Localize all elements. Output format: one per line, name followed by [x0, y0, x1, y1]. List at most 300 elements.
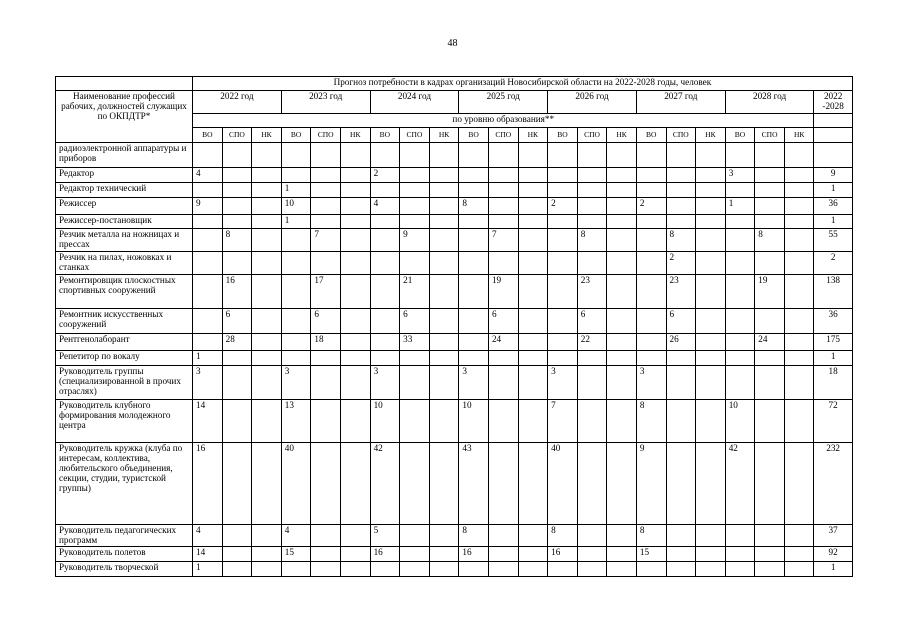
value-cell	[725, 275, 755, 309]
value-cell	[340, 309, 370, 334]
value-cell	[696, 525, 726, 547]
value-cell	[518, 252, 548, 275]
value-cell	[400, 547, 430, 562]
total-cell	[814, 143, 852, 168]
value-cell	[725, 351, 755, 366]
value-cell: 28	[222, 334, 252, 351]
value-cell: 6	[488, 309, 518, 334]
value-cell	[400, 525, 430, 547]
value-cell	[429, 198, 459, 215]
value-cell: 16	[548, 547, 578, 562]
value-cell	[311, 252, 341, 275]
value-cell: 8	[459, 525, 489, 547]
value-cell	[666, 525, 696, 547]
value-cell	[400, 443, 430, 525]
table-row	[56, 309, 853, 334]
value-cell: 3	[193, 366, 223, 400]
year-header: 2025 год	[459, 91, 548, 114]
value-cell: 16	[370, 547, 400, 562]
value-cell	[696, 275, 726, 309]
value-cell	[488, 547, 518, 562]
value-cell	[636, 252, 666, 275]
profession-name-cell: Руководитель клубного формирования молодежного центра	[56, 400, 193, 443]
year-header: 2022 год	[193, 91, 282, 114]
value-cell	[222, 252, 252, 275]
value-cell	[429, 252, 459, 275]
profession-name-cell: Репетитор по вокалу	[56, 351, 193, 366]
value-cell	[281, 275, 311, 309]
value-cell	[281, 168, 311, 183]
value-cell	[696, 168, 726, 183]
value-cell	[696, 562, 726, 577]
value-cell	[548, 309, 578, 334]
value-cell	[784, 168, 814, 183]
value-cell: 18	[311, 334, 341, 351]
value-cell	[696, 143, 726, 168]
value-cell	[370, 215, 400, 229]
value-cell	[636, 168, 666, 183]
value-cell	[518, 309, 548, 334]
value-cell	[252, 275, 282, 309]
value-cell	[577, 168, 607, 183]
level-header: НК	[518, 128, 548, 143]
value-cell: 6	[311, 309, 341, 334]
value-cell	[755, 547, 785, 562]
value-cell: 23	[666, 275, 696, 309]
level-header: СПО	[488, 128, 518, 143]
value-cell	[281, 351, 311, 366]
value-cell: 1	[193, 351, 223, 366]
value-cell	[400, 168, 430, 183]
value-cell: 8	[636, 525, 666, 547]
value-cell	[429, 562, 459, 577]
forecast-title: Прогноз потребности в кадрах организаций Новосибирской области на 2022-2028 годы, человек	[193, 77, 853, 91]
value-cell	[518, 334, 548, 351]
year-header: 2028 год	[725, 91, 814, 114]
total-cell: 37	[814, 525, 852, 547]
value-cell	[636, 562, 666, 577]
value-cell	[696, 309, 726, 334]
value-cell: 17	[311, 275, 341, 309]
profession-name-cell: радиоэлектронной аппаратуры и приборов	[56, 143, 193, 168]
value-cell	[607, 183, 637, 198]
value-cell: 4	[193, 168, 223, 183]
value-cell: 9	[400, 229, 430, 252]
value-cell	[193, 309, 223, 334]
value-cell	[696, 252, 726, 275]
value-cell: 9	[193, 198, 223, 215]
value-cell	[340, 547, 370, 562]
value-cell	[755, 309, 785, 334]
value-cell	[429, 547, 459, 562]
total-cell: 1	[814, 351, 852, 366]
header-empty-cell	[56, 77, 193, 91]
year-header: 2024 год	[370, 91, 459, 114]
value-cell	[370, 229, 400, 252]
total-header-empty-cell	[814, 114, 852, 128]
value-cell	[666, 215, 696, 229]
value-cell	[400, 351, 430, 366]
value-cell	[784, 547, 814, 562]
value-cell: 10	[459, 400, 489, 443]
value-cell	[725, 547, 755, 562]
value-cell	[577, 525, 607, 547]
value-cell	[784, 351, 814, 366]
value-cell	[488, 168, 518, 183]
value-cell	[666, 400, 696, 443]
value-cell	[548, 168, 578, 183]
value-cell: 24	[488, 334, 518, 351]
table-row	[56, 229, 853, 252]
value-cell	[340, 168, 370, 183]
value-cell: 16	[193, 443, 223, 525]
value-cell	[636, 351, 666, 366]
value-cell	[666, 443, 696, 525]
value-cell: 2	[370, 168, 400, 183]
table-row	[56, 366, 853, 400]
value-cell	[340, 229, 370, 252]
profession-name-cell: Режиссер	[56, 198, 193, 215]
value-cell: 24	[755, 334, 785, 351]
value-cell: 1	[281, 183, 311, 198]
value-cell	[252, 547, 282, 562]
level-header: ВО	[548, 128, 578, 143]
value-cell: 16	[459, 547, 489, 562]
value-cell: 19	[755, 275, 785, 309]
value-cell	[429, 334, 459, 351]
value-cell	[784, 309, 814, 334]
value-cell	[252, 183, 282, 198]
value-cell	[252, 351, 282, 366]
value-cell: 26	[666, 334, 696, 351]
value-cell	[370, 562, 400, 577]
total-cell: 9	[814, 168, 852, 183]
value-cell	[370, 275, 400, 309]
total-cell: 72	[814, 400, 852, 443]
value-cell: 4	[370, 198, 400, 215]
value-cell: 8	[636, 400, 666, 443]
value-cell	[281, 309, 311, 334]
table-row	[56, 562, 853, 577]
table-row	[56, 215, 853, 229]
value-cell	[577, 400, 607, 443]
value-cell: 1	[725, 198, 755, 215]
value-cell	[340, 351, 370, 366]
value-cell	[636, 334, 666, 351]
value-cell: 4	[281, 525, 311, 547]
value-cell: 6	[577, 309, 607, 334]
value-cell	[429, 183, 459, 198]
value-cell	[548, 215, 578, 229]
value-cell	[459, 252, 489, 275]
value-cell: 2	[636, 198, 666, 215]
header-row-years	[56, 91, 853, 114]
value-cell	[459, 143, 489, 168]
value-cell	[518, 366, 548, 400]
profession-name-cell: Руководитель педагогических программ	[56, 525, 193, 547]
value-cell	[725, 143, 755, 168]
value-cell	[429, 309, 459, 334]
value-cell: 43	[459, 443, 489, 525]
value-cell	[725, 366, 755, 400]
value-cell	[311, 366, 341, 400]
value-cell	[725, 229, 755, 252]
value-cell	[666, 168, 696, 183]
value-cell	[340, 562, 370, 577]
total-cell: 36	[814, 309, 852, 334]
value-cell: 6	[400, 309, 430, 334]
value-cell	[488, 183, 518, 198]
table-row	[56, 198, 853, 215]
level-header: НК	[784, 128, 814, 143]
value-cell	[340, 143, 370, 168]
value-cell	[784, 229, 814, 252]
value-cell	[193, 143, 223, 168]
value-cell	[459, 351, 489, 366]
value-cell	[577, 562, 607, 577]
value-cell	[518, 198, 548, 215]
value-cell	[577, 215, 607, 229]
value-cell: 3	[459, 366, 489, 400]
value-cell	[607, 547, 637, 562]
value-cell	[666, 547, 696, 562]
value-cell	[488, 562, 518, 577]
value-cell	[252, 525, 282, 547]
value-cell	[281, 562, 311, 577]
name-column-header: Наименование профессий рабочих, должностей служащих по ОКПДТР*	[56, 91, 193, 143]
level-header: СПО	[666, 128, 696, 143]
value-cell: 2	[548, 198, 578, 215]
value-cell	[666, 351, 696, 366]
value-cell	[252, 215, 282, 229]
level-header: ВО	[725, 128, 755, 143]
value-cell: 8	[222, 229, 252, 252]
value-cell	[252, 229, 282, 252]
value-cell	[222, 562, 252, 577]
level-header: ВО	[193, 128, 223, 143]
total-cell: 92	[814, 547, 852, 562]
value-cell	[784, 562, 814, 577]
value-cell	[755, 168, 785, 183]
value-cell	[429, 525, 459, 547]
value-cell	[518, 443, 548, 525]
value-cell: 42	[370, 443, 400, 525]
value-cell: 7	[548, 400, 578, 443]
value-cell	[193, 334, 223, 351]
profession-name-cell: Руководитель полетов	[56, 547, 193, 562]
value-cell: 40	[548, 443, 578, 525]
total-cell: 2	[814, 252, 852, 275]
value-cell: 15	[636, 547, 666, 562]
value-cell	[636, 143, 666, 168]
value-cell	[577, 366, 607, 400]
total-cell: 138	[814, 275, 852, 309]
value-cell: 7	[488, 229, 518, 252]
value-cell	[548, 334, 578, 351]
value-cell	[607, 143, 637, 168]
value-cell	[488, 198, 518, 215]
value-cell: 6	[222, 309, 252, 334]
table-row	[56, 400, 853, 443]
value-cell	[252, 143, 282, 168]
value-cell	[784, 198, 814, 215]
value-cell: 19	[488, 275, 518, 309]
value-cell	[311, 562, 341, 577]
value-cell	[488, 443, 518, 525]
header-row-title	[56, 77, 853, 91]
table-row	[56, 334, 853, 351]
value-cell	[607, 215, 637, 229]
value-cell: 33	[400, 334, 430, 351]
value-cell	[607, 168, 637, 183]
value-cell: 8	[548, 525, 578, 547]
value-cell: 16	[222, 275, 252, 309]
value-cell	[222, 183, 252, 198]
value-cell	[311, 198, 341, 215]
value-cell	[607, 252, 637, 275]
value-cell	[281, 334, 311, 351]
value-cell	[518, 215, 548, 229]
value-cell	[311, 183, 341, 198]
value-cell	[459, 229, 489, 252]
value-cell	[488, 400, 518, 443]
value-cell	[607, 525, 637, 547]
value-cell	[755, 143, 785, 168]
value-cell: 8	[666, 229, 696, 252]
value-cell	[607, 400, 637, 443]
value-cell: 14	[193, 547, 223, 562]
value-cell	[400, 215, 430, 229]
value-cell	[340, 183, 370, 198]
value-cell	[311, 547, 341, 562]
value-cell	[340, 252, 370, 275]
value-cell	[696, 443, 726, 525]
value-cell	[518, 168, 548, 183]
value-cell	[607, 229, 637, 252]
total-cell: 175	[814, 334, 852, 351]
value-cell	[696, 229, 726, 252]
value-cell	[340, 275, 370, 309]
table-row	[56, 547, 853, 562]
level-header: ВО	[459, 128, 489, 143]
value-cell: 14	[193, 400, 223, 443]
value-cell: 7	[311, 229, 341, 252]
value-cell	[725, 334, 755, 351]
value-cell	[518, 143, 548, 168]
value-cell	[725, 183, 755, 198]
value-cell: 15	[281, 547, 311, 562]
value-cell: 42	[725, 443, 755, 525]
value-cell	[252, 252, 282, 275]
value-cell	[400, 366, 430, 400]
value-cell	[636, 183, 666, 198]
value-cell	[429, 215, 459, 229]
value-cell	[252, 198, 282, 215]
value-cell: 10	[725, 400, 755, 443]
value-cell	[784, 215, 814, 229]
value-cell	[784, 143, 814, 168]
level-header: НК	[252, 128, 282, 143]
total-cell: 55	[814, 229, 852, 252]
value-cell	[222, 443, 252, 525]
value-cell	[488, 366, 518, 400]
value-cell	[370, 252, 400, 275]
level-header: ВО	[281, 128, 311, 143]
value-cell	[636, 229, 666, 252]
value-cell	[281, 252, 311, 275]
value-cell: 3	[636, 366, 666, 400]
value-cell	[666, 198, 696, 215]
value-cell	[370, 183, 400, 198]
value-cell	[577, 443, 607, 525]
value-cell	[281, 229, 311, 252]
value-cell: 22	[577, 334, 607, 351]
value-cell	[340, 443, 370, 525]
value-cell	[311, 525, 341, 547]
table-row	[56, 443, 853, 525]
value-cell	[725, 525, 755, 547]
value-cell	[222, 525, 252, 547]
value-cell	[222, 215, 252, 229]
value-cell: 10	[370, 400, 400, 443]
value-cell	[755, 215, 785, 229]
value-cell	[784, 275, 814, 309]
value-cell: 13	[281, 400, 311, 443]
value-cell	[607, 351, 637, 366]
value-cell	[429, 366, 459, 400]
value-cell	[696, 400, 726, 443]
level-header: СПО	[577, 128, 607, 143]
value-cell	[400, 198, 430, 215]
value-cell	[429, 443, 459, 525]
value-cell	[340, 215, 370, 229]
value-cell	[488, 351, 518, 366]
value-cell	[311, 143, 341, 168]
total-cell: 18	[814, 366, 852, 400]
value-cell	[755, 562, 785, 577]
value-cell	[548, 143, 578, 168]
value-cell	[370, 309, 400, 334]
value-cell	[340, 400, 370, 443]
table-row	[56, 252, 853, 275]
value-cell	[607, 366, 637, 400]
value-cell	[459, 309, 489, 334]
value-cell	[459, 168, 489, 183]
value-cell	[400, 252, 430, 275]
value-cell	[370, 334, 400, 351]
forecast-table	[55, 76, 853, 577]
value-cell	[370, 351, 400, 366]
total-cell: 1	[814, 183, 852, 198]
value-cell	[488, 143, 518, 168]
value-cell	[666, 143, 696, 168]
value-cell	[725, 215, 755, 229]
value-cell	[222, 351, 252, 366]
value-cell	[725, 309, 755, 334]
value-cell	[725, 252, 755, 275]
profession-name-cell: Редактор	[56, 168, 193, 183]
value-cell	[696, 183, 726, 198]
year-header: 2023 год	[281, 91, 370, 114]
value-cell	[252, 562, 282, 577]
page-number: 48	[447, 38, 458, 49]
value-cell	[340, 525, 370, 547]
value-cell	[518, 229, 548, 252]
value-cell	[252, 366, 282, 400]
value-cell	[193, 252, 223, 275]
value-cell	[518, 562, 548, 577]
profession-name-cell: Резчик металла на ножницах и прессах	[56, 229, 193, 252]
